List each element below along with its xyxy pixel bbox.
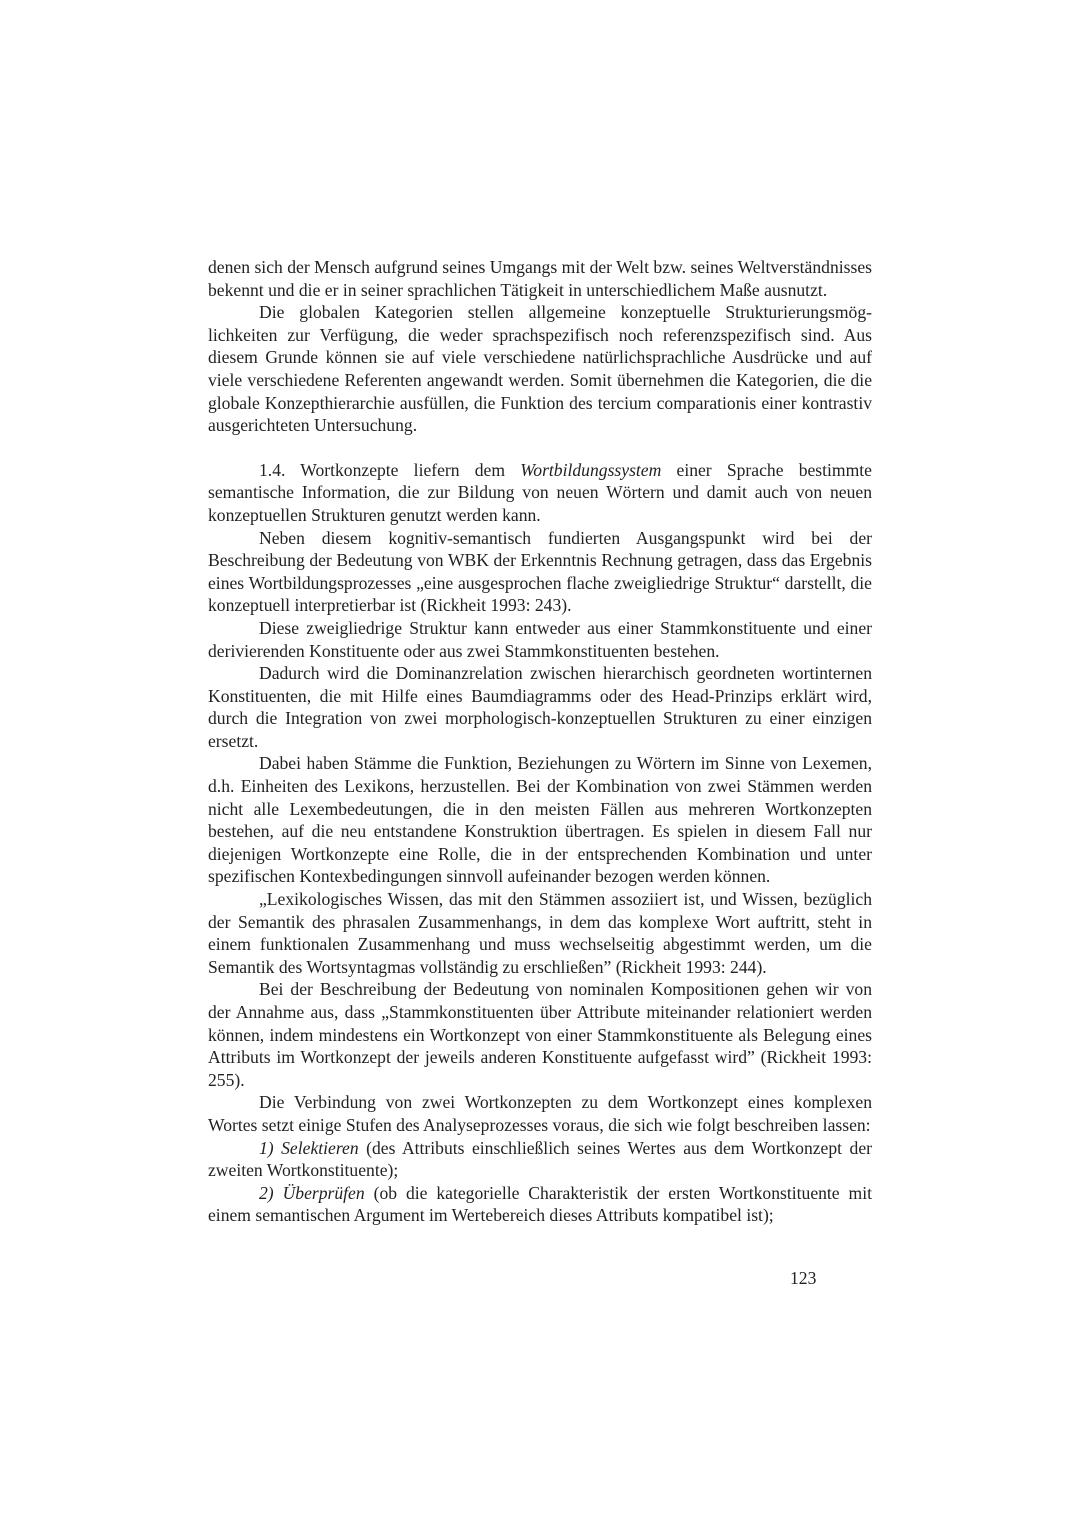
list-item-2-label: 2) Überprüfen — [259, 1182, 365, 1203]
paragraph-5: Diese zweigliedrige Struktur kann entweder aus einer Stammkonstituente und einer derivierenden Konstituente oder aus zwei Stammkonstituenten bestehen. — [208, 617, 872, 661]
paragraph-6: Dadurch wird die Dominanzrelation zwischen hierarchisch geordneten wortinternen Konstituenten, die mit Hilfe eines Baumdiagramms oder des Head-Prinzips erklärt wird, durch die Integration von zwei morphologisch-konzeptuellen Strukturen zu einer einzigen ersetzt. — [208, 663, 872, 751]
list-item-1-label: 1) Selektieren — [259, 1137, 359, 1158]
page-number: 123 — [790, 1268, 817, 1288]
list-item-2-text: (ob die kategorielle Charakteristik der ersten Wortkonstituente mit einem semantischen Argument im Wertebereich dieses Attributs kompatibel ist); — [208, 1182, 872, 1226]
list-item-1-text: (des Attributs einschließlich seines Wertes aus dem Wortkonzept der zweiten Wortkonstituente); — [208, 1137, 872, 1181]
paragraph-4: Neben diesem kognitiv-semantisch fundierten Ausgangspunkt wird bei der Beschreibung der Bedeutung von WBK der Erkenntnis Rechnung getragen, dass das Ergebnis eines Wortbildungsprozesses „eine ausgesprochen flache zweigliedrige Struktur“ darstellt, die konzeptuell interpretierbar ist (Rickheit 1993: 243). — [208, 527, 872, 616]
paragraph-9: Bei der Beschreibung der Bedeutung von nominalen Kompositionen gehen wir von der Annahme aus, dass „Stammkonstituenten über Attribute miteinander relationiert werden können, indem mindestens ein Wortkonzept von einer Stammkonstituente als Belegung eines Attributs im Wortkonzept der jeweils anderen Konstituente aufgefasst wird” (Rickheit 1993: 255). — [208, 979, 872, 1090]
term-wortbildungssystem: Wortbildungssystem — [520, 459, 662, 480]
paragraph-section-1-4 — [208, 459, 872, 527]
paragraph-7: Dabei haben Stämme die Funktion, Beziehungen zu Wörtern im Sinne von Lexemen, d.h. Einheiten des Lexikons, herzustellen. Bei der Kombination von zwei Stämmen werden nicht alle Lexembedeutungen, die in den meisten Fällen aus mehreren Wortkonzepten bestehen, auf die neu entstandene Konstruktion übertragen. Es spielen in diesem Fall nur diejenigen Wortkonzepte eine Rolle, die in der entsprechenden Kombination und unter spezifischen Kontexbedingungen sinnvoll aufeinander bezogen werden können. — [208, 753, 872, 887]
paragraph-3-start: 1.4. Wortkonzepte liefern dem — [259, 459, 521, 480]
paragraph-2: Die globalen Kategorien stellen allgemeine konzeptuelle Strukturierungsmöglichkeiten zur Verfügung, die weder sprachspezifisch noch referenzspezifisch sind. Aus diesem Grunde können sie auf viele verschiedene natürlichsprachliche Ausdrücke und auf viele verschiedene Referenten angewandt werden. Somit übernehmen die Kategorien, die die globale Konzepthierarchie ausfüllen, die Funktion des tercium comparationis einer kontrastiv ausgerichteten Untersuchung. — [208, 302, 872, 436]
paragraph-8-quote: „Lexikologisches Wissen, das mit den Stämmen assoziiert ist, und Wissen, bezüglich der Semantik des phrasalen Zusammenhangs, in dem das komplexe Wort auftritt, steht in einem funktionalen Zusammenhang und muss wechselseitig abgestimmt werden, um die Semantik des Wortsyntagmas vollständig zu erschließen” (Rickheit 1993: 244). — [208, 889, 872, 977]
body-text — [208, 256, 872, 1227]
list-item-ueberpruefen — [208, 1182, 872, 1227]
paragraph-10: Die Verbindung von zwei Wortkonzepten zu dem Wortkonzept eines komplexen Wortes setzt einige Stufen des Analyseprozesses voraus, die sich wie folgt beschreiben lassen: — [208, 1092, 872, 1135]
paragraph-1: denen sich der Mensch aufgrund seines Umgangs mit der Welt bzw. seines Weltverständnisses bekennt und die er in seiner sprachlichen Tätigkeit in unterschiedlichem Maße ausnutzt. — [208, 257, 872, 300]
list-item-selektieren — [208, 1137, 872, 1182]
paragraph-3-rest: einer Sprache bestimmte semantische Information, die zur Bildung von neuen Wörtern und damit auch von neuen konzeptuellen Strukturen genutzt werden kann. — [208, 459, 872, 525]
